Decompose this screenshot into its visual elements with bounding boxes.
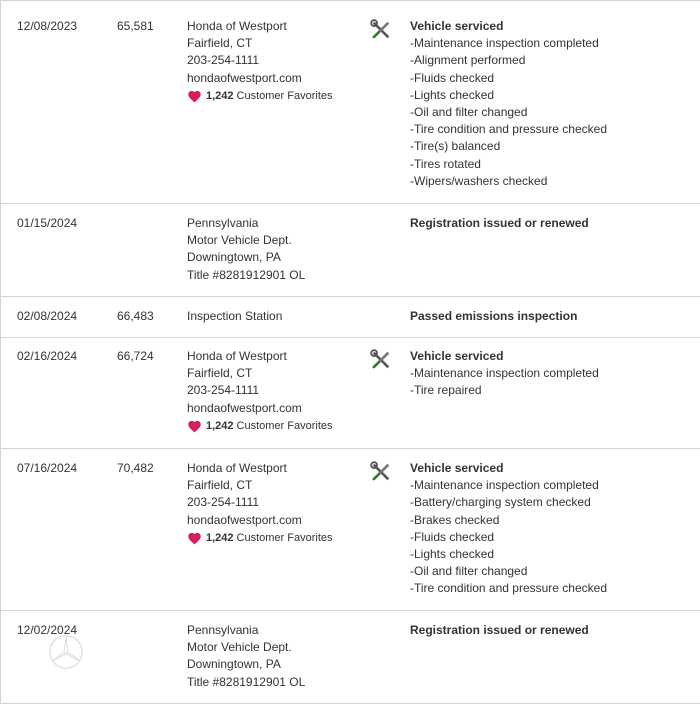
source-line: Honda of Westport [187,461,287,475]
source-line: Downingtown, PA [187,657,281,672]
record-source [187,308,282,325]
table-row [1,297,700,337]
record-date: 07/16/2024 [17,461,78,475]
record-details [410,308,577,325]
source-line: Fairfield, CT [187,366,253,381]
event-item: -Oil and filter changed [410,105,528,120]
event-title: Vehicle serviced [410,461,504,475]
event-item: -Tire condition and pressure checked [410,581,607,596]
source-line: 203-254-1111 [187,53,260,68]
record-date: 12/08/2023 [17,19,78,33]
record-date: 02/16/2024 [17,349,78,363]
table-row [1,0,700,203]
heart-icon [187,90,202,103]
source-line: Honda of Westport [187,19,287,33]
wrench-screwdriver-icon [370,19,392,41]
event-item: -Tire condition and pressure checked [410,122,607,137]
source-line: Title #8281912901 OL [187,674,306,689]
event-title: Registration issued or renewed [410,216,589,230]
wrench-screwdriver-icon [370,349,392,371]
table-row [1,449,700,610]
record-date: 12/02/2024 [17,623,78,637]
event-item: -Tire repaired [410,383,482,398]
record-details [410,460,607,598]
record-source [187,18,333,105]
source-line: Pennsylvania [187,623,259,637]
record-details [410,18,607,190]
source-line: Motor Vehicle Dept. [187,640,292,655]
source-link[interactable]: hondaofwestport.com [187,512,302,527]
event-title: Registration issued or renewed [410,623,589,637]
source-line: Inspection Station [187,309,283,323]
mercedes-logo-watermark-icon [47,633,85,671]
customer-favorites[interactable] [187,530,333,547]
favorites-label: Customer Favorites [236,531,333,544]
event-item: -Brakes checked [410,512,500,527]
record-mileage: 65,581 [117,19,154,33]
event-item: -Lights checked [410,547,495,562]
record-mileage: 66,483 [117,309,154,323]
source-line: Motor Vehicle Dept. [187,233,292,248]
table-row [1,338,700,448]
record-source [187,348,333,435]
record-mileage: 66,724 [117,349,154,363]
event-item: -Maintenance inspection completed [410,366,599,381]
record-source [187,622,305,691]
source-line: Honda of Westport [187,349,287,363]
event-title: Vehicle serviced [410,19,504,33]
event-item: -Fluids checked [410,529,495,544]
wrench-screwdriver-icon [370,461,392,483]
record-details [410,215,589,232]
event-item: -Tire(s) balanced [410,139,501,154]
source-line: Fairfield, CT [187,478,253,493]
source-line: Downingtown, PA [187,250,281,265]
table-row [1,611,700,704]
event-item: -Tires rotated [410,156,481,171]
source-line: Fairfield, CT [187,36,253,51]
event-item: -Lights checked [410,87,495,102]
event-item: -Battery/charging system checked [410,495,591,510]
record-details [410,348,599,400]
record-source [187,460,333,547]
event-title: Vehicle serviced [410,349,504,363]
event-title: Passed emissions inspection [410,309,578,323]
favorites-count: 1,242 [206,419,234,432]
source-link[interactable]: hondaofwestport.com [187,400,302,415]
heart-icon [187,532,202,545]
event-item: -Maintenance inspection completed [410,36,599,51]
source-line: 203-254-1111 [187,383,260,398]
source-line: Pennsylvania [187,216,259,230]
event-item: -Wipers/washers checked [410,173,548,188]
record-date: 02/08/2024 [17,309,78,323]
favorites-count: 1,242 [206,89,234,102]
favorites-label: Customer Favorites [236,419,333,432]
record-mileage: 70,482 [117,461,154,475]
event-item: -Maintenance inspection completed [410,478,599,493]
record-details [410,622,589,639]
heart-icon [187,420,202,433]
customer-favorites[interactable] [187,418,333,435]
event-item: -Oil and filter changed [410,564,528,579]
event-item: -Alignment performed [410,53,526,68]
source-line: Title #8281912901 OL [187,267,306,282]
record-source [187,215,305,284]
source-line: 203-254-1111 [187,495,260,510]
event-item: -Fluids checked [410,70,495,85]
customer-favorites[interactable] [187,88,333,105]
source-link[interactable]: hondaofwestport.com [187,70,302,85]
table-row [1,204,700,296]
favorites-label: Customer Favorites [236,89,333,102]
favorites-count: 1,242 [206,531,234,544]
record-date: 01/15/2024 [17,216,78,230]
